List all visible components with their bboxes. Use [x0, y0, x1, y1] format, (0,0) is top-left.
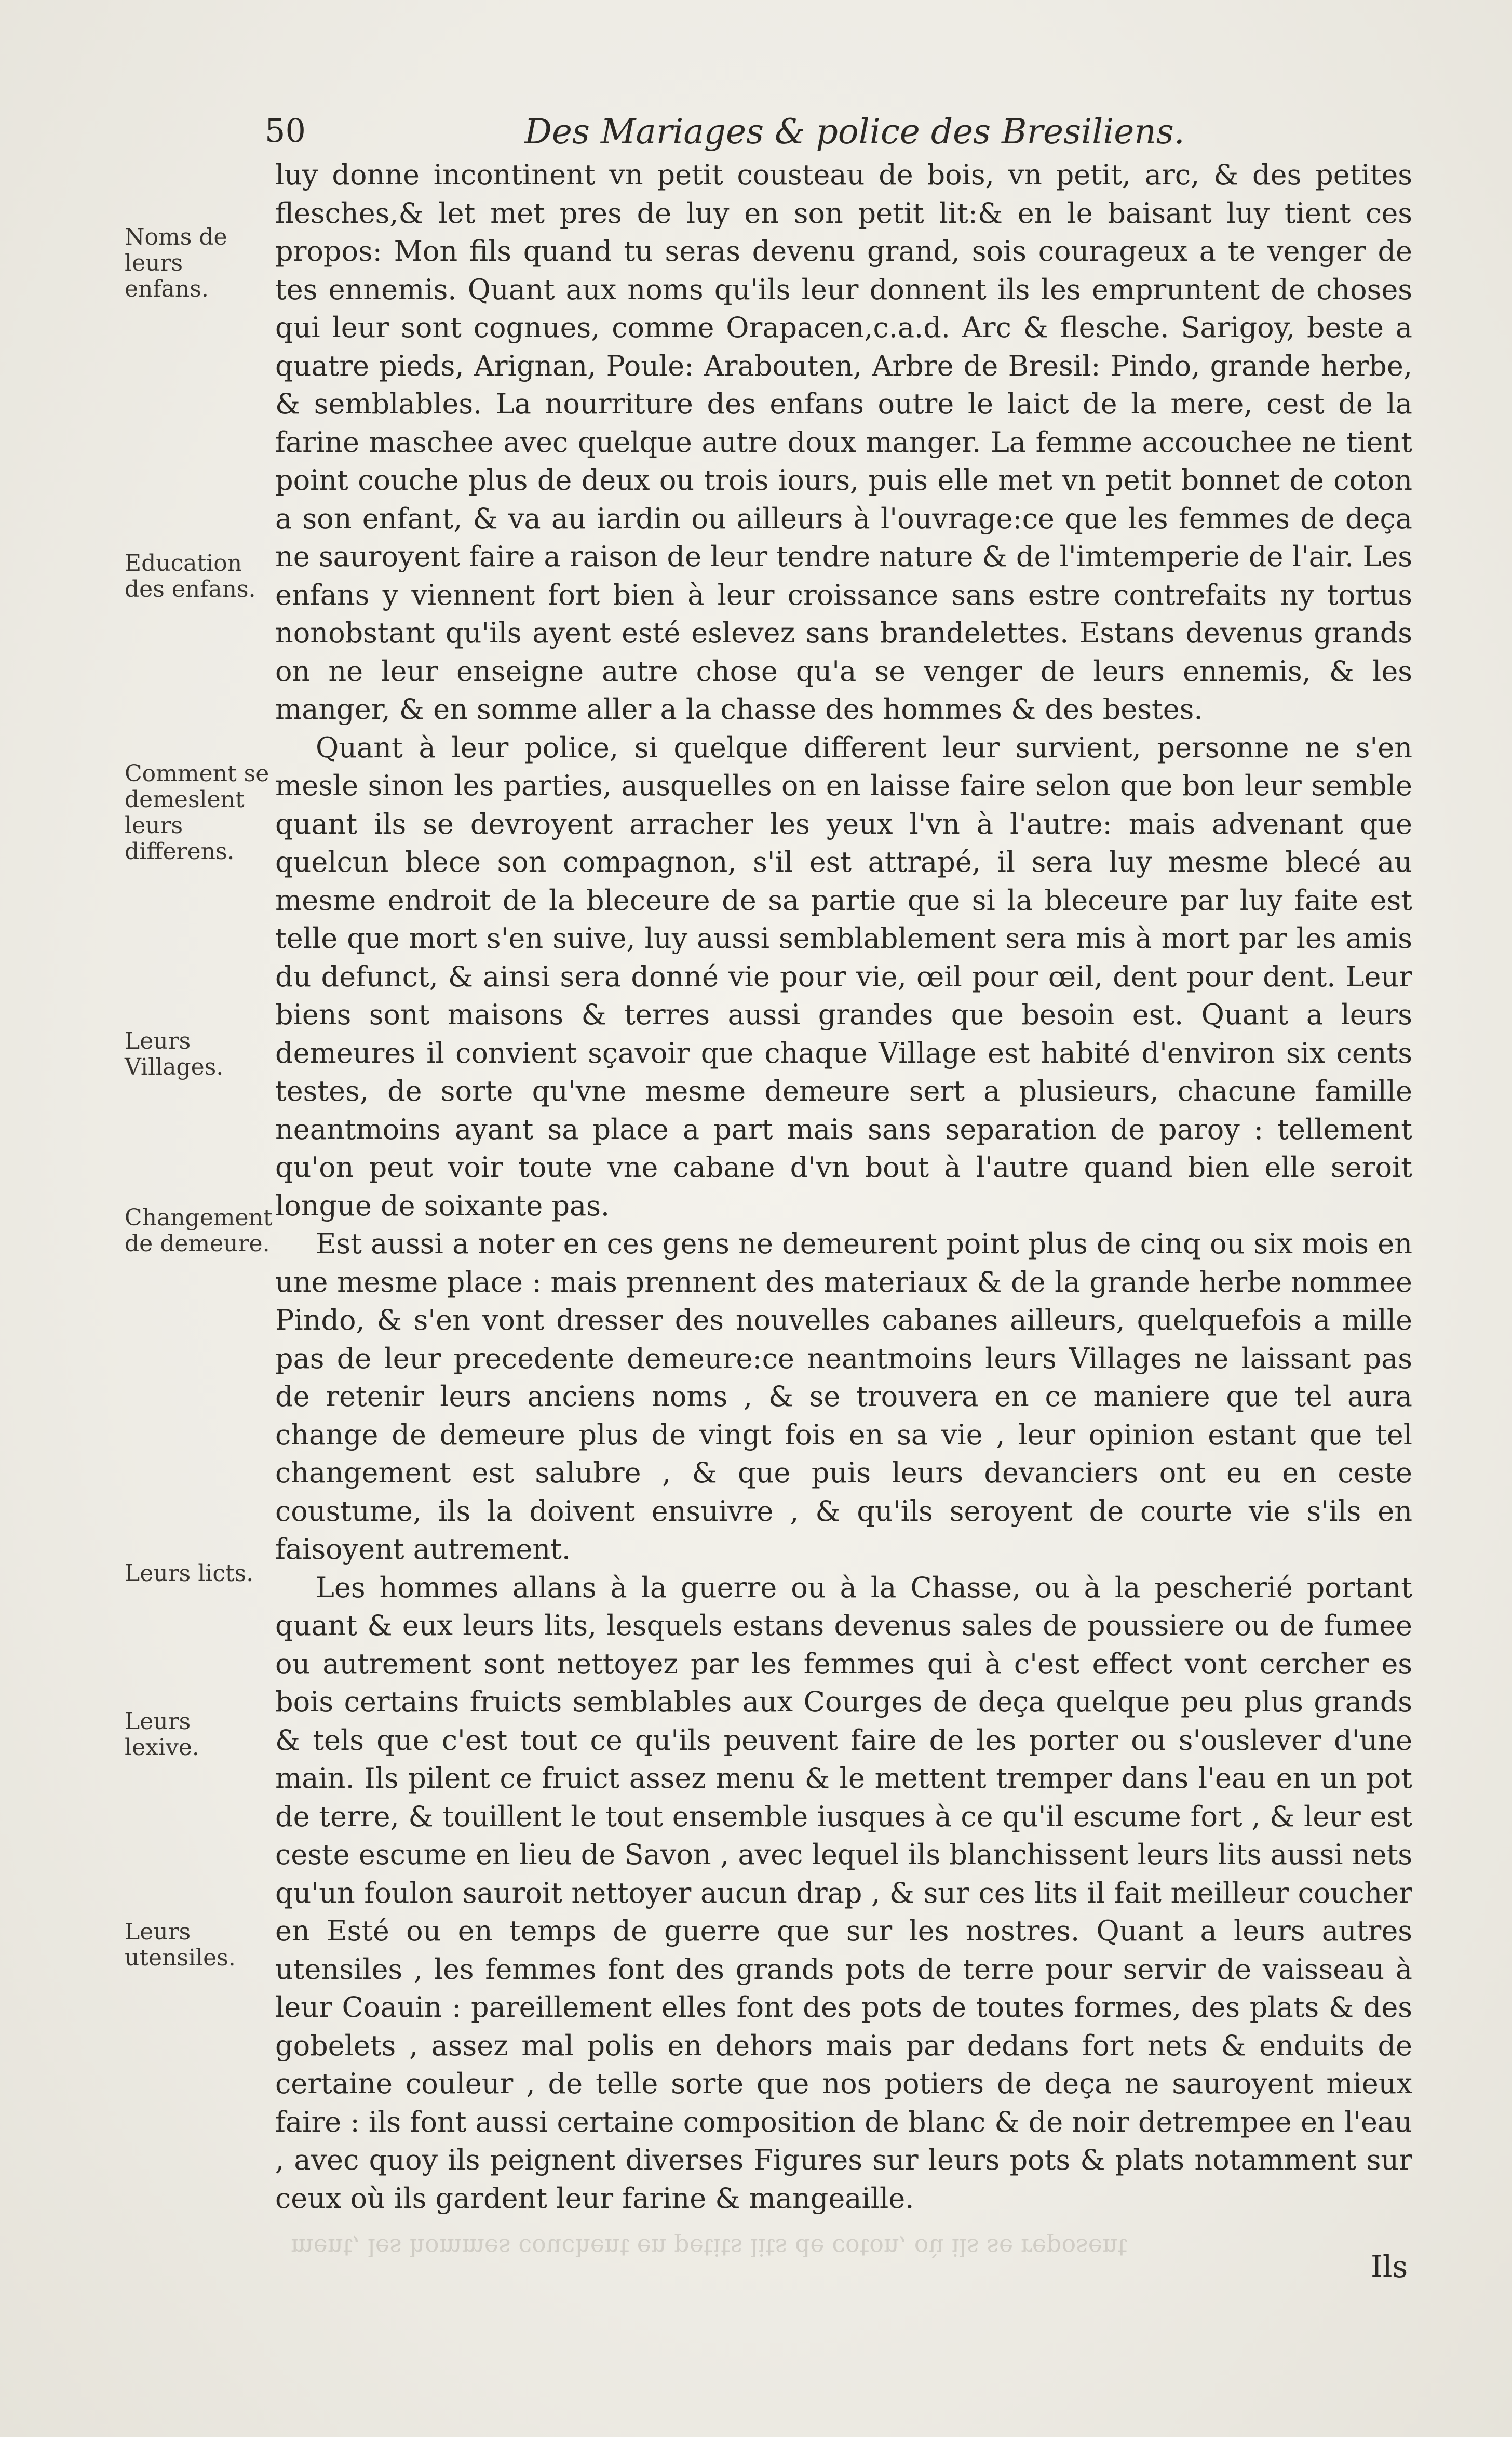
- page-number: 50: [265, 112, 306, 150]
- page-header: [265, 112, 1433, 158]
- paragraph: Quant à leur police, si quelque different leur survient, personne ne s'en mesle sinon les parties, ausquelles on en laisse faire selon que bon leur semble quant ils se devroyent arracher les yeux l'vn à l'autre: mais advenant que quelcun blece son compagnon, s'il est attrapé, il sera luy mesme blecé au mesme endroit de la bleceure de sa partie que si la bleceure par luy faite est telle que mort s'en suive, luy aussi semblablement sera mis à mort par les amis du defunct, & ainsi sera donné vie pour vie, œil pour œil, dent pour dent. Leur biens sont maisons & terres aussi grandes que besoin est. Quant a leurs demeures il convient sçavoir que chaque Village est habité d'environ six cents testes, de sorte qu'vne mesme demeure sert a plusieurs, chacune famille neantmoins ayant sa place a part mais sans separation de paroy : tellement qu'on peut voir toute vne cabane d'vn bout à l'autre quand bien elle seroit longue de soixante pas.: [275, 731, 1412, 1222]
- paragraph: Est aussi a noter en ces gens ne demeurent point plus de cinq ou six mois en une mesme place : mais prennent des materiaux & de la grande herbe nommee Pindo, & s'en vont dresser des nouvelles cabanes ailleurs, quelquefois a mille pas de leur precedente demeure:ce neantmoins leurs Villages ne laissant pas de retenir leurs anciens noms , & se trouvera en ce maniere que tel aura change de demeure plus de vingt fois en sa vie , leur opinion estant que tel changement est salubre , & que puis leurs devanciers ont eu en ceste coustume, ils la doivent ensuivre , & qu'ils seroyent de courte vie s'ils en faisoyent autrement.: [275, 1227, 1412, 1565]
- margin-note-licts: Leurs licts.: [125, 1560, 254, 1587]
- margin-note-education: Education des enfans.: [125, 550, 256, 602]
- catchword: Ils: [1371, 2249, 1408, 2284]
- running-title: Des Mariages & police des Bresiliens.: [524, 112, 1185, 152]
- margin-note-villages: Leurs Villages.: [125, 1028, 224, 1080]
- bleed-through-text: ment, les hommes couchent en petits lits de coton, où ils se reposent: [291, 2233, 1128, 2261]
- margin-note-differens: Comment se demeslent leurs differens.: [125, 760, 269, 865]
- margin-note-utensiles: Leurs utensiles.: [125, 1919, 236, 1971]
- margin-note-demeure: Changement de demeure.: [125, 1204, 273, 1257]
- margin-note-noms: Noms de leurs enfans.: [125, 224, 227, 302]
- paragraph: luy donne incontinent vn petit cousteau de bois, vn petit, arc, & des petites flesches,& let met pres de luy en son petit lit:& en le baisant luy tient ces propos: Mon fils quand tu seras devenu grand, sois courageux a te venger de tes ennemis. Quant aux noms qu'ils leur donnent ils les empruntent de choses qui leur sont cognues, comme Orapacen,c.a.d. Arc & flesche. Sarigoy, beste a quatre pieds, Arignan, Poule: Arabouten, Arbre de Bresil: Pindo, grande herbe, & semblables. La nourriture des enfans outre le laict de la mere, cest de la farine maschee avec quelque autre doux manger. La femme accouchee ne tient point couche plus de deux ou trois iours, puis elle met vn petit bonnet de coton a son enfant, & va au iardin ou ailleurs à l'ouvrage:ce que les femmes de deça ne sauroyent faire a raison de leur tendre nature & de l'imtemperie de l'air. Les enfans y viennent fort bien à leur croissance sans estre contrefaits ny tortus nonobstant qu'ils ayent esté eslevez sans brandelettes. Estans devenus grands on ne leur enseigne autre chose qu'a se venger de leurs ennemis, & les manger, & en somme aller a la chasse des hommes & des bestes.: [275, 158, 1412, 726]
- margin-note-lexive: Leurs lexive.: [125, 1708, 199, 1761]
- main-text: [275, 156, 1412, 2217]
- paragraph: Les hommes allans à la guerre ou à la Chasse, ou à la pescherié portant quant & eux leurs lits, lesquels estans devenus sales de poussiere ou de fumee ou autrement sont nettoyez par les femmes qui à c'est effect vont cercher es bois certains fruicts semblables aux Courges de deça quelque peu plus grands & tels que c'est tout ce qu'ils peuvent faire de les porter ou s'ouslever d'une main. Ils pilent ce fruict assez menu & le mettent tremper dans l'eau en un pot de terre, & touillent le tout ensemble iusques à ce qu'il escume fort , & leur est ceste escume en lieu de Savon , avec lequel ils blanchissent leurs lits aussi nets qu'un foulon sauroit nettoyer aucun drap , & sur ces lits il fait meilleur coucher en Esté ou en temps de guerre que sur les nostres. Quant a leurs autres utensiles , les femmes font des grands pots de terre pour servir de vaisseau à leur Coauin : pareillement elles font des pots de toutes formes, des plats & des gobelets , assez mal polis en dehors mais par dedans fort nets & enduits de certaine couleur , de telle sorte que nos potiers de deça ne sauroyent mieux faire : ils font aussi certaine composition de blanc & de noir detrempee en l'eau , avec quoy ils peignent diverses Figures sur leurs pots & plats notamment sur ceux où ils gardent leur farine & mangeaille.: [275, 1571, 1412, 2215]
